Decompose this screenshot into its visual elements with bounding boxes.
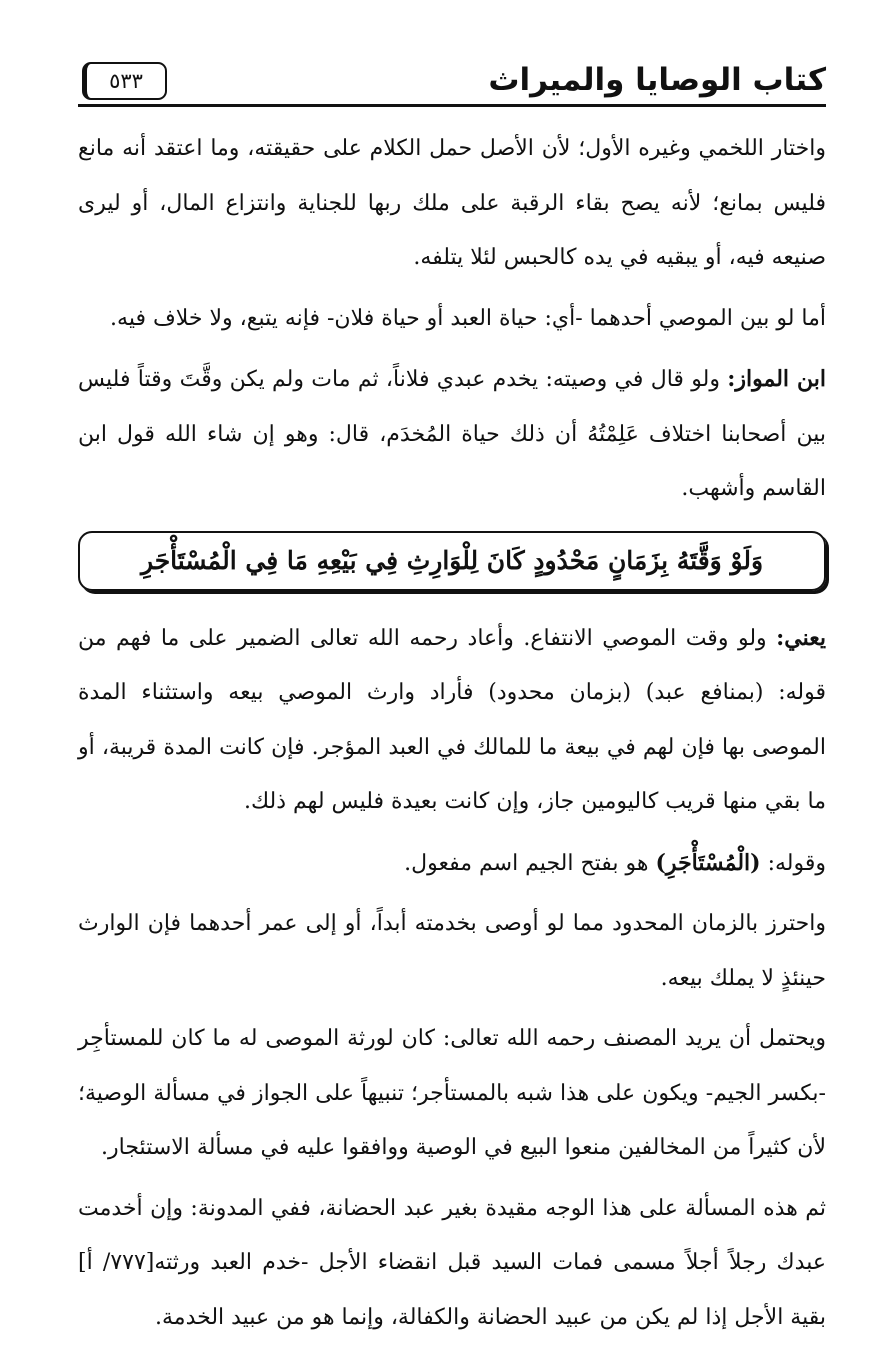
paragraph [78, 352, 826, 517]
paragraph [78, 122, 826, 286]
page-number: ٥٣٣ [82, 62, 167, 100]
paragraph-lead: وقوله: [760, 850, 826, 876]
paragraph-text: هو بفتح الجيم اسم مفعول. [404, 850, 656, 876]
page-header [78, 60, 826, 106]
paragraph [78, 611, 826, 830]
paragraph [78, 292, 826, 347]
speaker-label: ابن المواز: [727, 366, 827, 392]
paragraph [78, 836, 826, 892]
paragraph [78, 1012, 826, 1176]
paragraph-text: ويحتمل أن يريد المصنف رحمه الله تعالى: كان لورثة الموصى له ما كان للمستأجِر -بكسر الجيم- ويكون على هذا شبه بالمستأجر؛ تنبيهاً على الجواز في مسألة الوصية؛ لأن كثيراً من المخالفين منعوا البيع في الوصية ووافقوا عليه في مسألة الاستئجار. [78, 1026, 826, 1160]
paragraph-text: ولو قال في وصيته: يخدم عبدي فلاناً، ثم مات ولم يكن وقَّتَ وقتاً فليس بين أصحابنا اختلاف عَلِمْتُهُ أن ذلك حياة المُخدَم، قال: وهو إن شاء الله قول ابن القاسم وأشهب. [78, 367, 826, 501]
paragraph [78, 1182, 826, 1346]
paragraph-text: واختار اللخمي وغيره الأول؛ لأن الأصل حمل الكلام على حقيقته، وما اعتقد أنه مانع فليس بمانع؛ لأنه يصح بقاء الرقبة على ملك ربها للجناية وانتزاع المال، أو ليرى صنيعه فيه، أو يبقيه في يده كالحبس لئلا يتلفه. [78, 136, 826, 270]
paragraph-text: أما لو بين الموصي أحدهما -أي: حياة العبد أو حياة فلان- فإنه يتبع، ولا خلاف فيه. [110, 305, 826, 331]
body-text [78, 122, 826, 1351]
book-title: كتاب الوصايا والميراث [488, 62, 826, 98]
header-divider [78, 104, 826, 107]
paragraph-text: واحترز بالزمان المحدود مما لو أوصى بخدمته أبداً، أو إلى عمر أحدهما فإن الوارث حينئذٍ لا يملك بيعه. [78, 911, 826, 991]
quoted-term: (الْمُسْتَأْجَرِ) [655, 849, 761, 876]
paragraph-text: ولو وقت الموصي الانتفاع. وأعاد رحمه الله تعالى الضمير على ما فهم من قوله: (بمنافع عبد) (بزمان محدود) فأراد وارث الموصي بيعه واستثناء المدة الموصى بها فإن لهم في بيعة ما للمالك في العبد المؤجر. فإن كانت المدة قريبة، أو ما بقي منها قريب كاليومين جاز، وإن كانت بعيدة فليس لهم ذلك. [78, 625, 826, 814]
speaker-label: يعني: [776, 624, 826, 651]
paragraph-text: ثم هذه المسألة على هذا الوجه مقيدة بغير عبد الحضانة، ففي المدونة: وإن أخدمت عبدك رجلاً أجلاً مسمى فمات السيد قبل انقضاء الأجل -خدم العبد ورثته[٧٧٧/ أ] بقية الأجل إذا لم يكن من عبيد الحضانة والكفالة، وإنما هو من عبيد الخدمة. [78, 1195, 826, 1330]
matn-box: وَلَوْ وَقَّتَهُ بِزَمَانٍ مَحْدُودٍ كَانَ لِلْوَارِثِ فِي بَيْعِهِ مَا فِي الْمُسْتَأْجَرِ [78, 531, 826, 591]
paragraph [78, 897, 826, 1006]
